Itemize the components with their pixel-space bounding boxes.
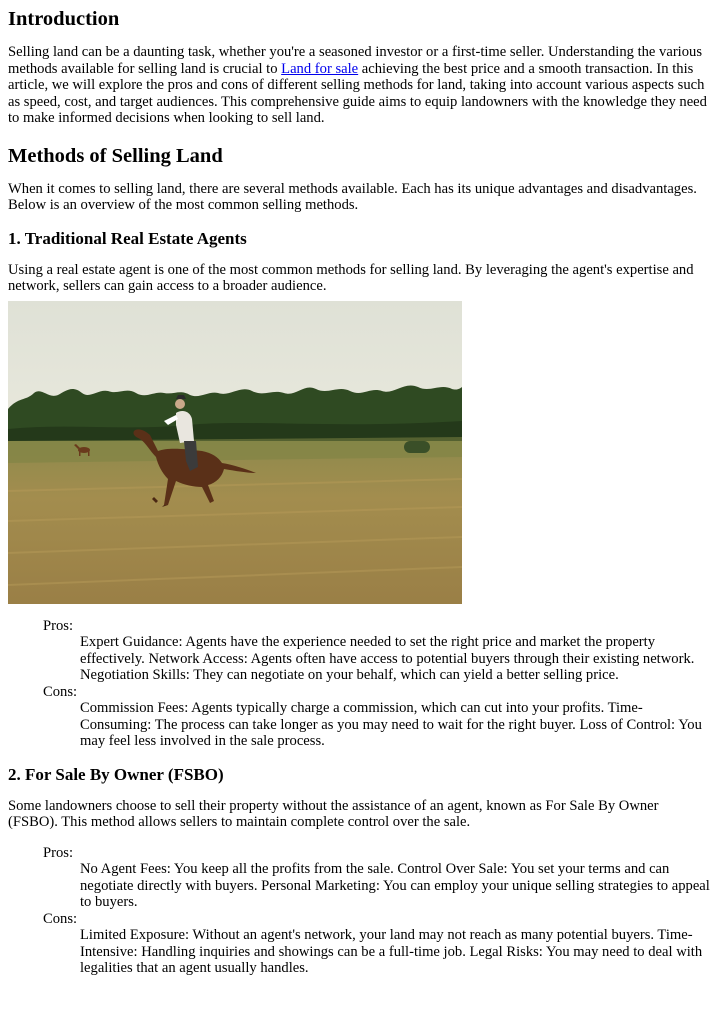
agents-paragraph: Using a real estate agent is one of the most common methods for selling land. By leveraging the agent's expertise and network, sellers can gain access to a broader audience. bbox=[8, 261, 694, 294]
pros-text: No Agent Fees: You keep all the profits from the sale. Control Over Sale: You set your terms and can negotiate directly with buyers. Personal Marketing: You can employ your unique selling strategies to appeal to buyers. bbox=[80, 861, 710, 910]
land-for-sale-link[interactable]: Land for sale bbox=[281, 60, 359, 77]
intro-text-after-link: achieving the best price and a smooth transaction. In this article, we will explore the pros and cons of different selling methods for land, taking into account various aspects such as speed, cost, and target audiences. This comprehensive guide aims to equip landowners with the knowledge they need to make informed decisions when looking to sell land. bbox=[8, 60, 707, 126]
cons-text: Limited Exposure: Without an agent's network, your land may not reach as many potential buyers. Time-Intensive: Handling inquiries and showings can be a full-time job. Legal Risks: You may need to deal with legalities that an agent usually handles. bbox=[80, 927, 703, 976]
pros-label: Pros: bbox=[43, 617, 74, 634]
horse-rider-field-photo bbox=[8, 301, 462, 604]
bush bbox=[404, 441, 430, 453]
agents-pros-cons bbox=[43, 618, 712, 750]
intro-heading: Introduction bbox=[8, 8, 120, 30]
methods-heading: Methods of Selling Land bbox=[8, 144, 223, 167]
fsbo-heading: 2. For Sale By Owner (FSBO) bbox=[8, 764, 224, 784]
cons-text: Commission Fees: Agents typically charge a commission, which can cut into your profits. Time-Consuming: The process can take longer as you may need to wait for the right buyer. Loss of Control: You may feel less involved in the sale process. bbox=[80, 700, 702, 749]
pros-text: Expert Guidance: Agents have the experience needed to set the right price and market the property effectively. Network Access: Agents often have access to potential buyers through their existing network. Negotiation Skills: They can negotiate on your behalf, which can yield a better selling price. bbox=[80, 634, 695, 683]
intro-paragraph bbox=[8, 44, 712, 127]
methods-paragraph: When it comes to selling land, there are several methods available. Each has its unique advantages and disadvantages. Below is an overview of the most common selling methods. bbox=[8, 180, 697, 213]
cons-label: Cons: bbox=[43, 683, 78, 700]
cons-label: Cons: bbox=[43, 910, 78, 927]
agents-heading: 1. Traditional Real Estate Agents bbox=[8, 228, 247, 248]
pros-label: Pros: bbox=[43, 844, 74, 861]
fsbo-pros-cons bbox=[43, 845, 712, 977]
article bbox=[0, 7, 720, 977]
fsbo-paragraph: Some landowners choose to sell their property without the assistance of an agent, known as For Sale By Owner (FSBO). This method allows sellers to maintain complete control over the sale. bbox=[8, 797, 659, 830]
field bbox=[8, 441, 462, 604]
intro-text-before-link: Selling land can be a daunting task, whether you're a seasoned investor or a first-time seller. Understanding the various methods available for selling land is crucial to bbox=[8, 44, 703, 77]
